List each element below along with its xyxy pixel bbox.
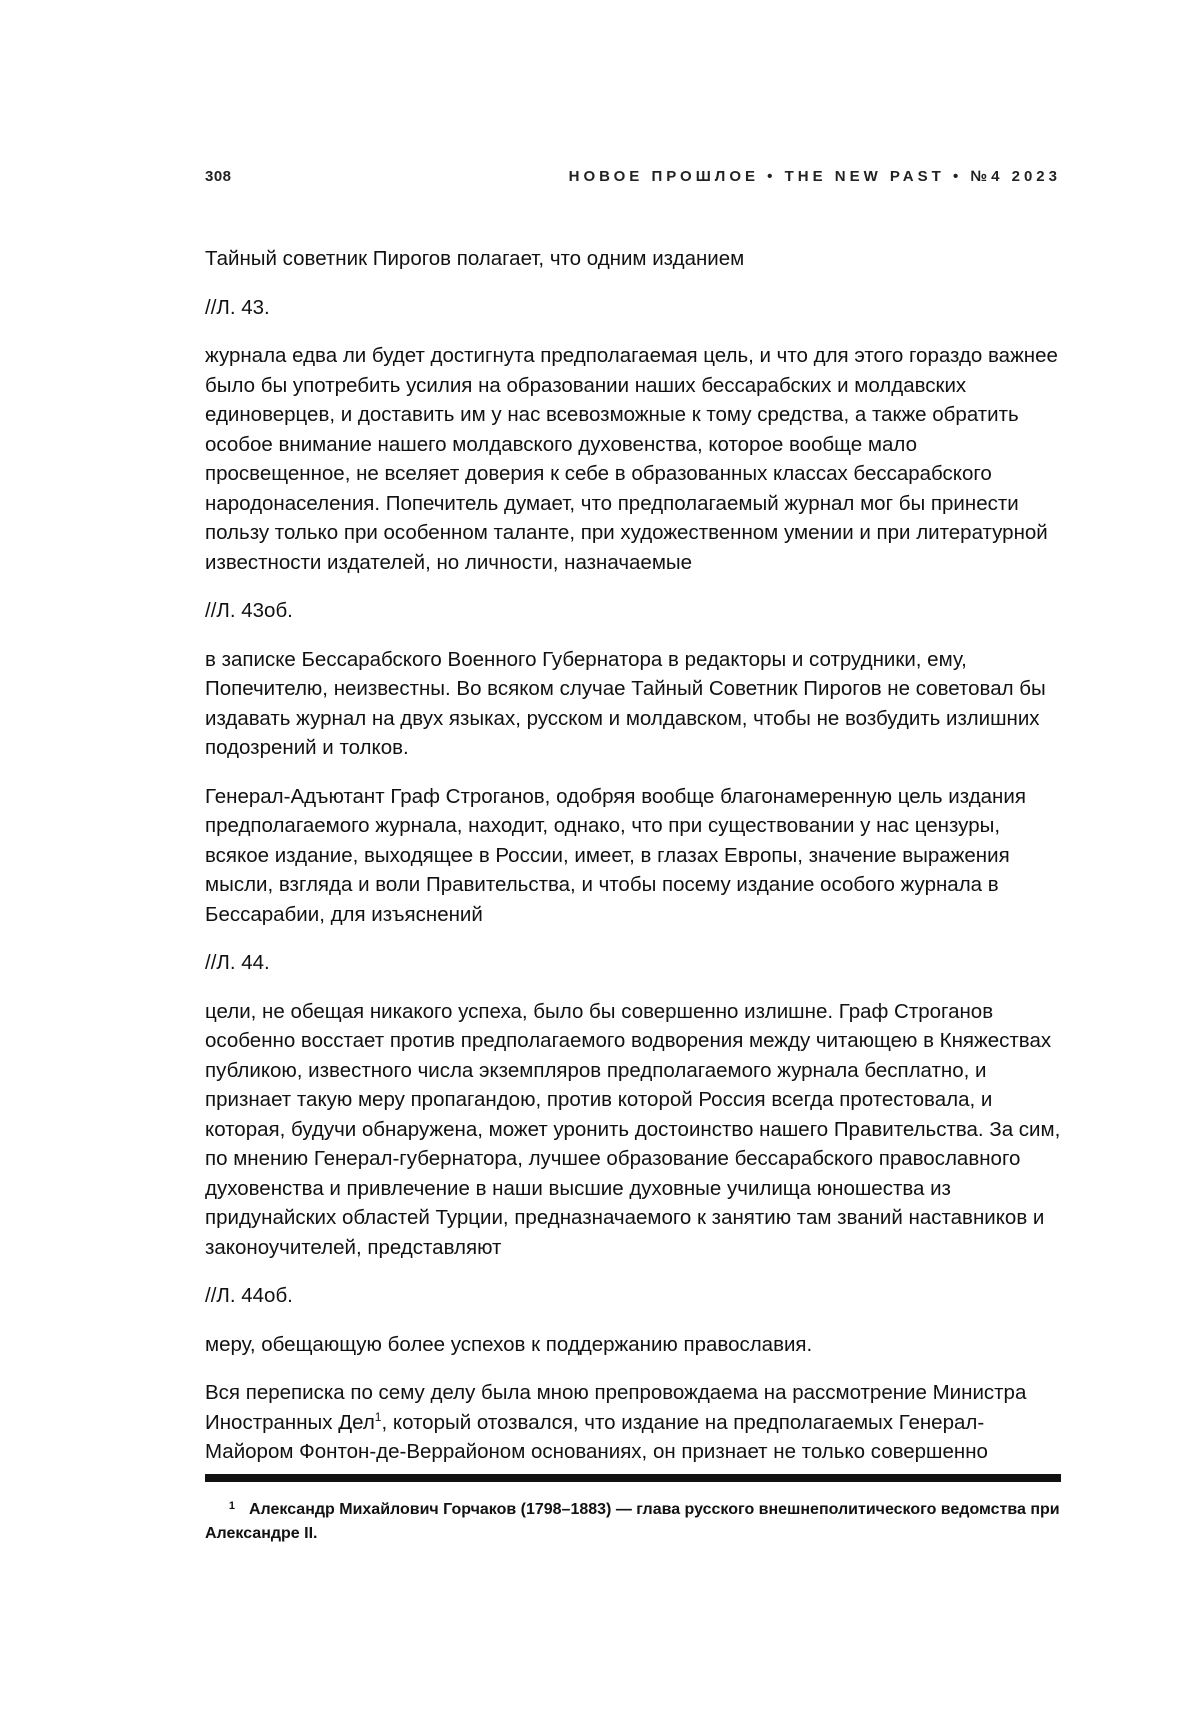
folio-marker-44: //Л. 44. (205, 948, 1061, 978)
page-number: 308 (205, 168, 232, 185)
folio-marker-43ob: //Л. 43об. (205, 596, 1061, 626)
paragraph-7-part-2: , который отозвался, что издание на предполагаемых Генерал-Майором Фонтон-де-Веррайоном основаниях, он признает не только совершенно (205, 1411, 988, 1464)
paragraph-7 (205, 1378, 1061, 1467)
paragraph-2: журнала едва ли будет достигнута предполагаемая цель, и что для этого гораздо важнее было бы употребить усилия на образовании наших бессарабских и молдавских единоверцев, и доставить им у нас всевозможные к тому средства, а также обратить особое внимание нашего молдавского духовенства, которое вообще мало просвещенное, не вселяет доверия к себе в образованных классах бессарабского народонаселения. Попечитель думает, что предполагаемый журнал мог бы принести пользу только при особенном таланте, при художественном умении и при литературной известности издателей, но личности, назначаемые (205, 341, 1061, 577)
folio-marker-43: //Л. 43. (205, 293, 1061, 323)
running-title: НОВОЕ ПРОШЛОЕ • THE NEW PAST • №4 2023 (569, 168, 1061, 185)
paragraph-1: Тайный советник Пирогов полагает, что одним изданием (205, 244, 1061, 274)
paragraph-6: меру, обещающую более успехов к поддержанию православия. (205, 1330, 1061, 1360)
page-header (205, 164, 1061, 188)
footnote-text: Александр Михайлович Горчаков (1798–1883) — глава русского внешнеполитического ведомства при Александре II. (205, 1501, 1060, 1542)
footnote (205, 1498, 1061, 1546)
footnote-divider (205, 1474, 1061, 1482)
main-text (205, 244, 1061, 1486)
footnote-marker: 1 (205, 1498, 249, 1514)
paragraph-4: Генерал-Адъютант Граф Строганов, одобряя вообще благонамеренную цель издания предполагаемого журнала, находит, однако, что при существовании у нас цензуры, всякое издание, выходящее в России, имеет, в глазах Европы, значение выражения мысли, взгляда и воли Правительства, и чтобы посему издание особого журнала в Бессарабии, для изъяснений (205, 782, 1061, 930)
paragraph-7-part-1: Вся переписка по сему делу была мною препровождаема на рассмотрение Министра Иностранных Дел (205, 1381, 1026, 1434)
paragraph-3: в записке Бессарабского Военного Губернатора в редакторы и сотрудники, ему, Попечителю, неизвестны. Во всяком случае Тайный Советник Пирогов не советовал бы издавать журнал на двух языках, русском и молдавском, чтобы не возбудить излишних подозрений и толков. (205, 645, 1061, 763)
paragraph-5: цели, не обещая никакого успеха, было бы совершенно излишне. Граф Строганов особенно восстает против предполагаемого водворения между читающею в Княжествах публикою, известного числа экземпляров предполагаемого журнала бесплатно, и признает такую меру пропагандою, против которой Россия всегда протестовала, и которая, будучи обнаружена, может уронить достоинство нашего Правительства. За сим, по мнению Генерал-губернатора, лучшее образование бессарабского православного духовенства и привлечение в наши высшие духовные училища юношества из придунайских областей Турции, предназначаемого к занятию там званий наставников и законоучителей, представляют (205, 997, 1061, 1263)
journal-page (0, 0, 1200, 1714)
footnote-reference[interactable]: 1 (375, 1410, 382, 1424)
folio-marker-44ob: //Л. 44об. (205, 1281, 1061, 1311)
